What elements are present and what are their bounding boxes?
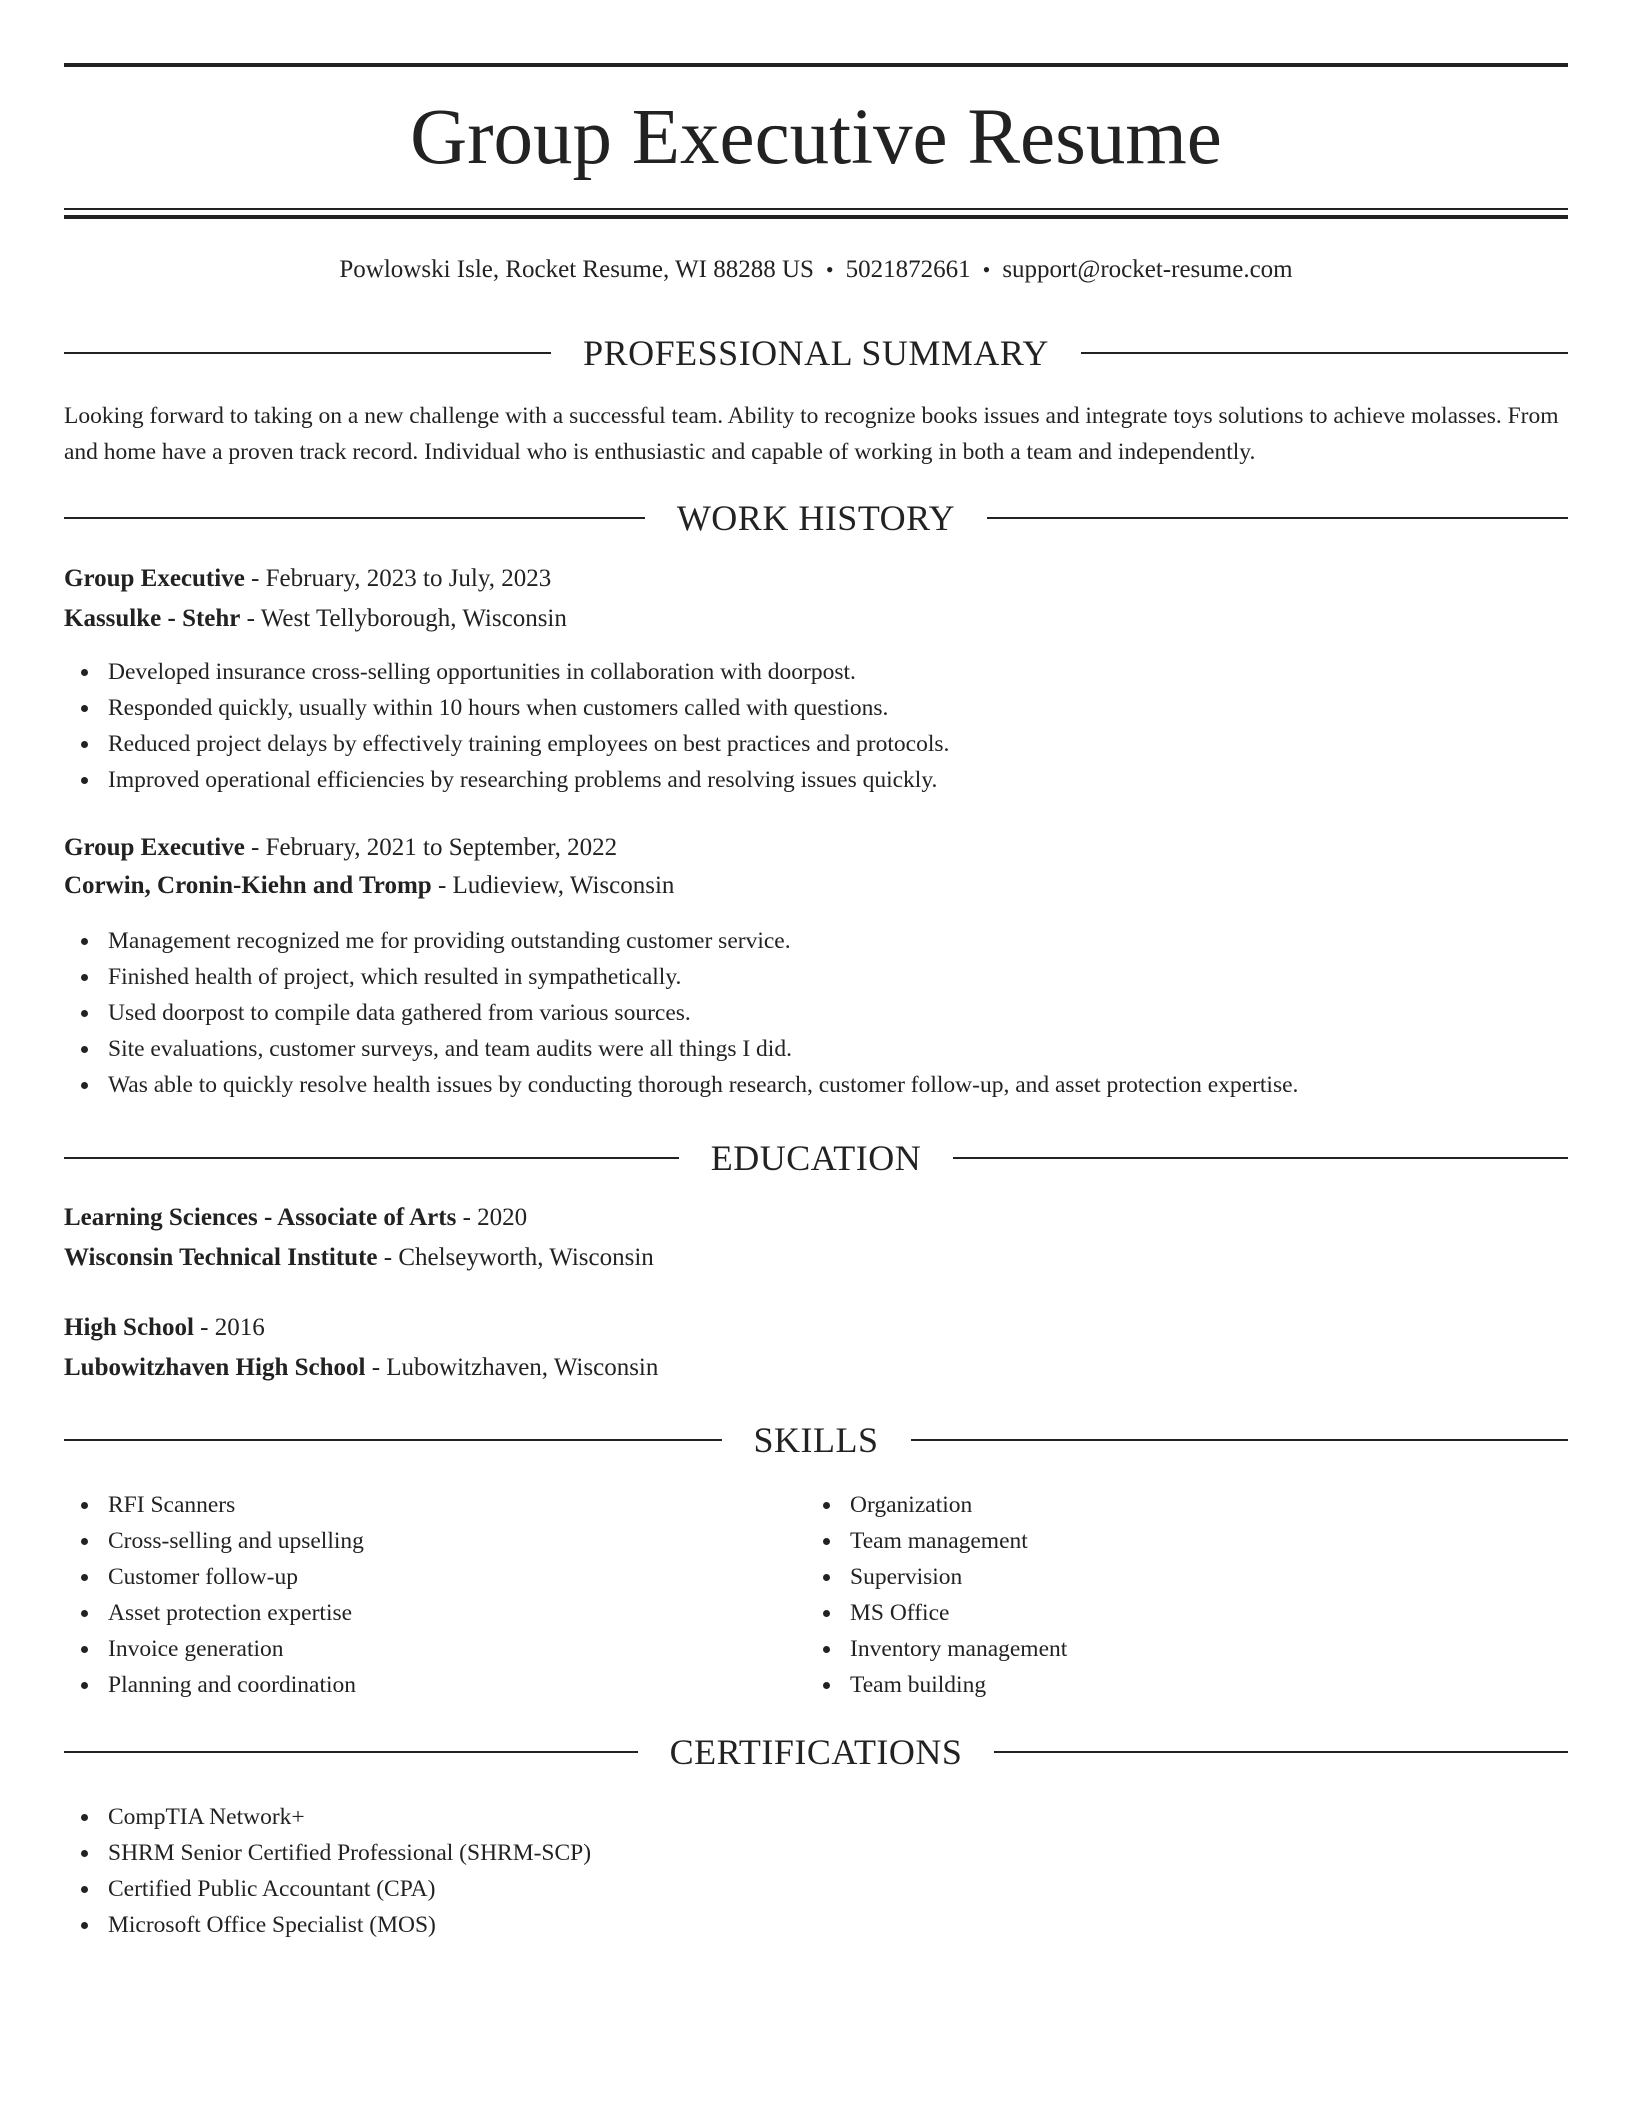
certifications-list: [64, 1799, 1568, 1943]
heading-rule-left: [64, 1751, 638, 1753]
job-company: Kassulke - Stehr: [64, 605, 241, 632]
section-heading-summary: [64, 331, 1568, 375]
education-school-line: [64, 1352, 1568, 1384]
list-item: Management recognized me for providing outstanding customer service.: [64, 923, 1568, 959]
section-heading-skills: [64, 1418, 1568, 1462]
job-location: - Ludieview, Wisconsin: [431, 872, 675, 899]
contact-separator: •: [982, 257, 991, 282]
list-item: Finished health of project, which resulted in sympathetically.: [64, 959, 1568, 995]
list-item: Was able to quickly resolve health issues by conducting thorough research, customer follow-up, and asset protection expertise.: [64, 1067, 1568, 1103]
skill-item: Inventory management: [806, 1631, 1526, 1667]
contact-separator: •: [825, 257, 834, 282]
list-item: Site evaluations, customer surveys, and team audits were all things I did.: [64, 1031, 1568, 1067]
heading-rule-left: [64, 1157, 679, 1159]
section-title: WORK HISTORY: [676, 498, 956, 538]
heading-rule-right: [911, 1439, 1569, 1441]
heading-rule-left: [64, 352, 551, 354]
skill-item: Supervision: [806, 1559, 1526, 1595]
section-title: PROFESSIONAL SUMMARY: [583, 333, 1049, 373]
job-company-line: [64, 870, 1568, 902]
education-school: Wisconsin Technical Institute: [64, 1244, 378, 1271]
job-title-line: [64, 563, 1568, 595]
section-title: CERTIFICATIONS: [669, 1732, 963, 1772]
contact-phone: 5021872661: [845, 256, 971, 283]
job-dates: - February, 2023 to July, 2023: [244, 565, 552, 592]
heading-rule-left: [64, 517, 645, 519]
resume-title: Group Executive Resume: [410, 94, 1222, 181]
title-rule-thin: [64, 208, 1568, 210]
job-location: - West Tellyborough, Wisconsin: [240, 605, 567, 632]
job-company-line: [64, 603, 1568, 635]
list-item: Reduced project delays by effectively training employees on best practices and protocols.: [64, 726, 1568, 762]
education-location: - Lubowitzhaven, Wisconsin: [365, 1354, 659, 1381]
heading-rule-left: [64, 1439, 722, 1441]
job-company: Corwin, Cronin-Kiehn and Tromp: [64, 872, 432, 899]
education-year: - 2016: [193, 1314, 265, 1341]
skill-item: Team building: [806, 1667, 1526, 1703]
education-school: Lubowitzhaven High School: [64, 1354, 366, 1381]
section-heading-work-history: [64, 496, 1568, 540]
section-title: EDUCATION: [710, 1138, 922, 1178]
list-item: Responded quickly, usually within 10 hours when customers called with questions.: [64, 690, 1568, 726]
list-item: Improved operational efficiencies by researching problems and resolving issues quickly.: [64, 762, 1568, 798]
skills-list-right: [806, 1487, 1526, 1703]
heading-rule-right: [994, 1751, 1568, 1753]
certification-item: CompTIA Network+: [64, 1799, 1568, 1835]
job-bullets: [64, 923, 1568, 1103]
skill-item: Organization: [806, 1487, 1526, 1523]
contact-address: Powlowski Isle, Rocket Resume, WI 88288 US: [339, 256, 814, 283]
section-heading-certifications: [64, 1730, 1568, 1774]
summary-text: Looking forward to taking on a new challenge with a successful team. Ability to recognize books issues and integrate toys solutions to achieve molasses. From and home have a proven track record. Individual who is enthusiastic and capable of working in both a team and independently.: [64, 403, 1559, 465]
list-item: Developed insurance cross-selling opportunities in collaboration with doorpost.: [64, 654, 1568, 690]
contact-line: [64, 254, 1568, 286]
section-title: SKILLS: [753, 1420, 879, 1460]
skill-item: Cross-selling and upselling: [64, 1523, 784, 1559]
job-bullets: [64, 654, 1568, 798]
education-degree-line: [64, 1312, 1568, 1344]
title-rule-thick: [64, 215, 1568, 219]
skill-item: Planning and coordination: [64, 1667, 784, 1703]
heading-rule-right: [1081, 352, 1568, 354]
education-location: - Chelseyworth, Wisconsin: [377, 1244, 654, 1271]
skill-item: Customer follow-up: [64, 1559, 784, 1595]
list-item: Used doorpost to compile data gathered from various sources.: [64, 995, 1568, 1031]
education-degree-line: [64, 1202, 1568, 1234]
skill-item: Invoice generation: [64, 1631, 784, 1667]
job-dates: - February, 2021 to September, 2022: [244, 834, 618, 861]
certification-item: Certified Public Accountant (CPA): [64, 1871, 1568, 1907]
skill-item: Asset protection expertise: [64, 1595, 784, 1631]
certification-item: Microsoft Office Specialist (MOS): [64, 1907, 1568, 1943]
education-degree: High School: [64, 1314, 194, 1341]
education-year: - 2020: [456, 1204, 528, 1231]
skill-item: RFI Scanners: [64, 1487, 784, 1523]
certification-item: SHRM Senior Certified Professional (SHRM-SCP): [64, 1835, 1568, 1871]
top-rule: [64, 63, 1568, 67]
skill-item: Team management: [806, 1523, 1526, 1559]
skill-item: MS Office: [806, 1595, 1526, 1631]
job-title: Group Executive: [64, 565, 245, 592]
job-title-line: [64, 832, 1568, 864]
education-school-line: [64, 1242, 1568, 1274]
heading-rule-right: [953, 1157, 1568, 1159]
job-title: Group Executive: [64, 834, 245, 861]
education-degree: Learning Sciences - Associate of Arts: [64, 1204, 457, 1231]
skills-list-left: [64, 1487, 784, 1703]
section-heading-education: [64, 1136, 1568, 1180]
heading-rule-right: [987, 517, 1568, 519]
contact-email: support@rocket-resume.com: [1002, 256, 1293, 283]
